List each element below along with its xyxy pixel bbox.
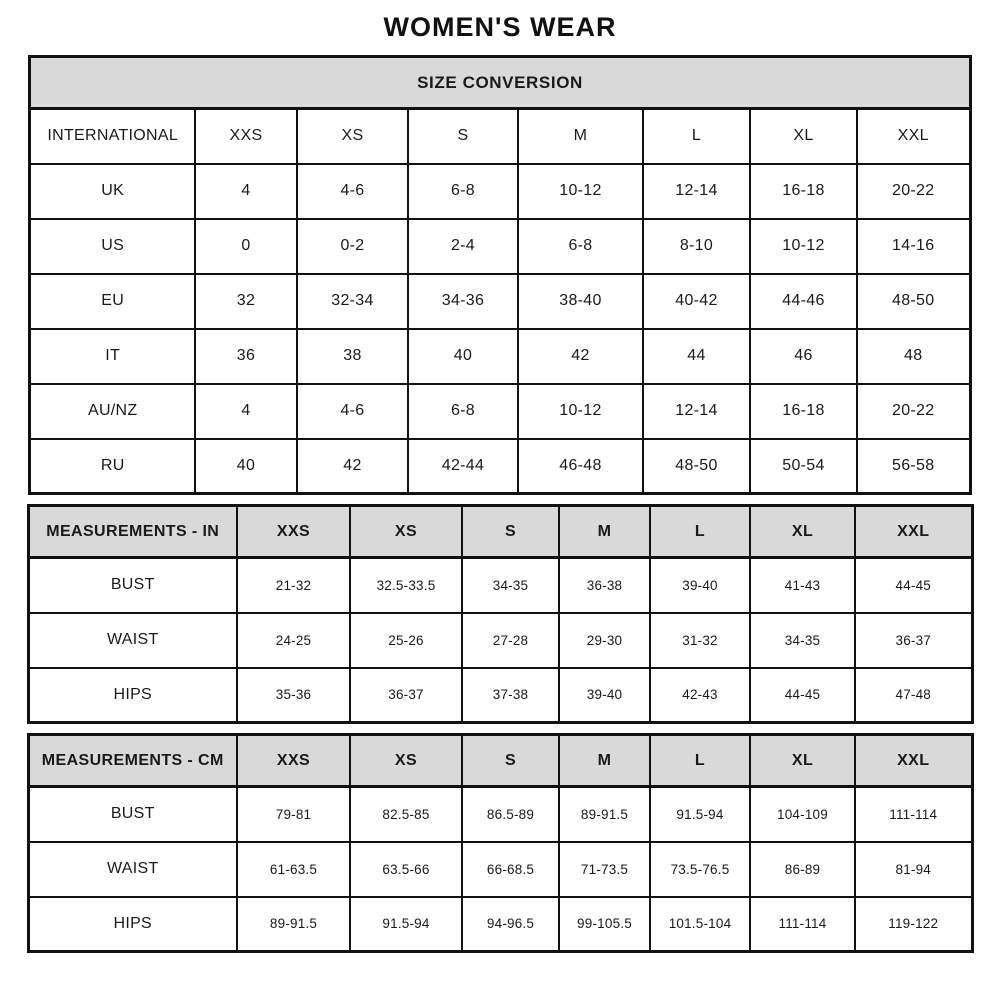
cell: 101.5-104 [650, 897, 750, 952]
cell: 89-91.5 [237, 897, 350, 952]
cell: 79-81 [237, 787, 350, 842]
cell: 40 [195, 439, 297, 494]
row-label-hips: HIPS [28, 668, 237, 723]
cell: 42 [518, 329, 643, 384]
size-header-s: S [462, 506, 559, 558]
row-label-us: US [30, 219, 195, 274]
cell: 111-114 [750, 897, 855, 952]
row-label-international: INTERNATIONAL [30, 109, 195, 164]
cell: 27-28 [462, 613, 559, 668]
size-header-s: S [408, 109, 518, 164]
cell: 42-43 [650, 668, 750, 723]
table-row-it [30, 329, 970, 384]
size-header-xs: XS [297, 109, 408, 164]
size-header-xxs: XXS [237, 735, 350, 787]
cell: 48 [857, 329, 970, 384]
cell: 81-94 [855, 842, 972, 897]
cell: 40 [408, 329, 518, 384]
cell: 36-37 [855, 613, 972, 668]
cell: 6-8 [408, 164, 518, 219]
cell: 12-14 [643, 164, 750, 219]
size-header-xxl: XXL [855, 735, 972, 787]
cell: 14-16 [857, 219, 970, 274]
cell: 4 [195, 164, 297, 219]
row-label-eu: EU [30, 274, 195, 329]
cell: 42 [297, 439, 408, 494]
cell: 41-43 [750, 558, 855, 613]
row-label-ru: RU [30, 439, 195, 494]
cell: 99-105.5 [559, 897, 650, 952]
table-title-row [30, 57, 970, 109]
cell: 48-50 [643, 439, 750, 494]
cell: 46-48 [518, 439, 643, 494]
cell: 104-109 [750, 787, 855, 842]
cell: 82.5-85 [350, 787, 462, 842]
size-header-xxl: XXL [855, 506, 972, 558]
table-row-ru [30, 439, 970, 494]
cell: 86.5-89 [462, 787, 559, 842]
cell: 32-34 [297, 274, 408, 329]
size-header-xxs: XXS [195, 109, 297, 164]
size-conversion-title: SIZE CONVERSION [30, 57, 970, 109]
cell: 6-8 [408, 384, 518, 439]
table-header-row [28, 735, 972, 787]
cell: 4-6 [297, 384, 408, 439]
cell: 36-37 [350, 668, 462, 723]
measurements-cm-title: MEASUREMENTS - CM [28, 735, 237, 787]
cell: 34-36 [408, 274, 518, 329]
cell: 0-2 [297, 219, 408, 274]
row-label-it: IT [30, 329, 195, 384]
measurements-in-title: MEASUREMENTS - IN [28, 506, 237, 558]
table-row-eu [30, 274, 970, 329]
cell: 56-58 [857, 439, 970, 494]
table-header-row [28, 506, 972, 558]
cell: 47-48 [855, 668, 972, 723]
row-label-bust: BUST [28, 787, 237, 842]
cell: 31-32 [650, 613, 750, 668]
cell: 44-45 [750, 668, 855, 723]
size-header-l: L [643, 109, 750, 164]
cell: 24-25 [237, 613, 350, 668]
size-header-xxs: XXS [237, 506, 350, 558]
size-header-m: M [559, 506, 650, 558]
page-title: WOMEN'S WEAR [383, 12, 617, 42]
cell: 37-38 [462, 668, 559, 723]
size-header-s: S [462, 735, 559, 787]
cell: 4 [195, 384, 297, 439]
size-header-xl: XL [750, 735, 855, 787]
table-row-waist [28, 842, 972, 897]
cell: 86-89 [750, 842, 855, 897]
cell: 73.5-76.5 [650, 842, 750, 897]
cell: 63.5-66 [350, 842, 462, 897]
size-header-m: M [518, 109, 643, 164]
table-row-waist [28, 613, 972, 668]
cell: 34-35 [750, 613, 855, 668]
table-row-hips [28, 668, 972, 723]
measurements-in-table [27, 504, 974, 724]
cell: 66-68.5 [462, 842, 559, 897]
cell: 111-114 [855, 787, 972, 842]
cell: 39-40 [650, 558, 750, 613]
cell: 36-38 [559, 558, 650, 613]
cell: 29-30 [559, 613, 650, 668]
cell: 71-73.5 [559, 842, 650, 897]
cell: 2-4 [408, 219, 518, 274]
size-conversion-table [28, 55, 971, 495]
size-header-l: L [650, 735, 750, 787]
table-row-us [30, 219, 970, 274]
measurements-cm-table [27, 733, 974, 953]
row-label-waist: WAIST [28, 842, 237, 897]
cell: 91.5-94 [650, 787, 750, 842]
cell: 42-44 [408, 439, 518, 494]
cell: 119-122 [855, 897, 972, 952]
cell: 10-12 [750, 219, 857, 274]
cell: 44-45 [855, 558, 972, 613]
cell: 6-8 [518, 219, 643, 274]
cell: 38 [297, 329, 408, 384]
row-label-aunz: AU/NZ [30, 384, 195, 439]
cell: 4-6 [297, 164, 408, 219]
cell: 44 [643, 329, 750, 384]
cell: 46 [750, 329, 857, 384]
cell: 61-63.5 [237, 842, 350, 897]
table-row-bust [28, 787, 972, 842]
size-header-l: L [650, 506, 750, 558]
cell: 36 [195, 329, 297, 384]
row-label-waist: WAIST [28, 613, 237, 668]
table-row-uk [30, 164, 970, 219]
cell: 16-18 [750, 164, 857, 219]
cell: 0 [195, 219, 297, 274]
cell: 89-91.5 [559, 787, 650, 842]
cell: 50-54 [750, 439, 857, 494]
size-header-xl: XL [750, 506, 855, 558]
cell: 8-10 [643, 219, 750, 274]
size-header-xl: XL [750, 109, 857, 164]
cell: 38-40 [518, 274, 643, 329]
cell: 10-12 [518, 164, 643, 219]
cell: 20-22 [857, 384, 970, 439]
cell: 16-18 [750, 384, 857, 439]
cell: 39-40 [559, 668, 650, 723]
row-label-uk: UK [30, 164, 195, 219]
cell: 44-46 [750, 274, 857, 329]
size-header-xs: XS [350, 506, 462, 558]
cell: 35-36 [237, 668, 350, 723]
row-label-hips: HIPS [28, 897, 237, 952]
table-row-aunz [30, 384, 970, 439]
table-row-bust [28, 558, 972, 613]
cell: 40-42 [643, 274, 750, 329]
cell: 34-35 [462, 558, 559, 613]
row-label-bust: BUST [28, 558, 237, 613]
cell: 94-96.5 [462, 897, 559, 952]
cell: 48-50 [857, 274, 970, 329]
table-header-row [30, 109, 970, 164]
cell: 21-32 [237, 558, 350, 613]
cell: 10-12 [518, 384, 643, 439]
size-header-xs: XS [350, 735, 462, 787]
cell: 32.5-33.5 [350, 558, 462, 613]
size-header-m: M [559, 735, 650, 787]
cell: 91.5-94 [350, 897, 462, 952]
size-header-xxl: XXL [857, 109, 970, 164]
cell: 32 [195, 274, 297, 329]
cell: 25-26 [350, 613, 462, 668]
cell: 20-22 [857, 164, 970, 219]
table-row-hips [28, 897, 972, 952]
cell: 12-14 [643, 384, 750, 439]
